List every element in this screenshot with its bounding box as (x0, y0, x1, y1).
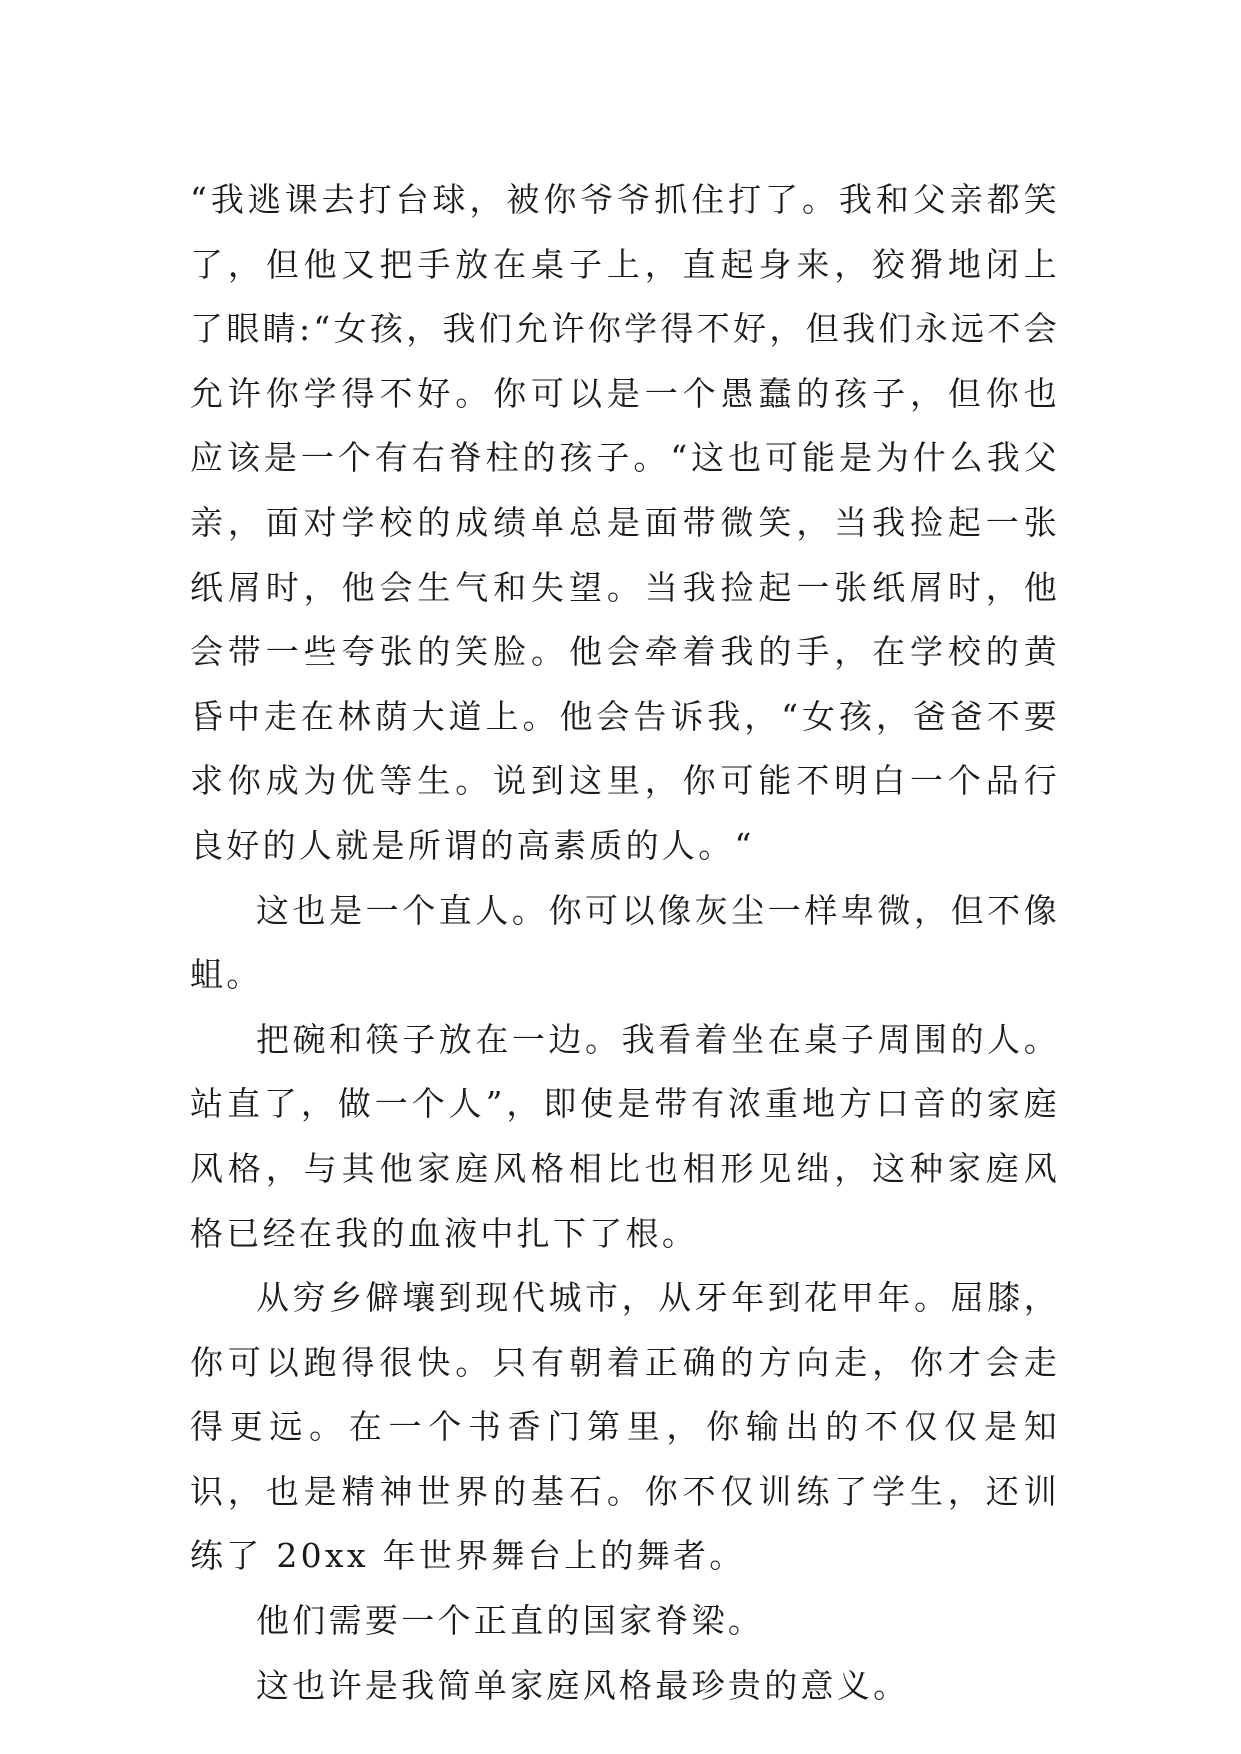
paragraph-6: 这也许是我简单家庭风格最珍贵的意义。 (256, 1665, 910, 1705)
paragraph-1: “我逃课去打台球，被你爷爷抓住打了。我和父亲都笑了，但他又把手放在桌子上，直起身来，狡猾地闭上了眼睛:“女孩，我们允许你学得不好，但我们永远不会允许你学得不好。你可以是一个愚蠢的孩子，但你也应该是一个有右脊柱的孩子。“这也可能是为什么我父亲，面对学校的成绩单总是面带微笑，当我捡起一张纸屑时，他会生气和失望。当我捡起一张纸屑时，他会带一些夸张的笑脸。他会牵着我的手，在学校的黄昏中走在林荫大道上。他会告诉我，“女孩，爸爸不要求你成为优等生。说到这里，你可能不明白一个品行良好的人就是所谓的高素质的人。“ (190, 180, 1060, 865)
paragraph-4: 从穷乡僻壤到现代城市，从牙年到花甲年。屈膝，你可以跑得很快。只有朝着正确的方向走，你才会走得更远。在一个书香门第里，你输出的不仅仅是知识，也是精神世界的基石。你不仅训练了学生，还训练了 20xx 年世界舞台上的舞者。 (190, 1278, 1060, 1576)
paragraph-2: 这也是一个直人。你可以像灰尘一样卑微，但不像蛆。 (190, 890, 1060, 995)
paragraph-5: 他们需要一个正直的国家脊梁。 (256, 1601, 765, 1641)
paragraph-3: 把碗和筷子放在一边。我看着坐在桌子周围的人。站直了，做一个人”，即使是带有浓重地方口音的家庭风格，与其他家庭风格相比也相形见绌，这种家庭风格已经在我的血液中扎下了根。 (190, 1019, 1060, 1253)
document-page (190, 168, 1060, 1718)
